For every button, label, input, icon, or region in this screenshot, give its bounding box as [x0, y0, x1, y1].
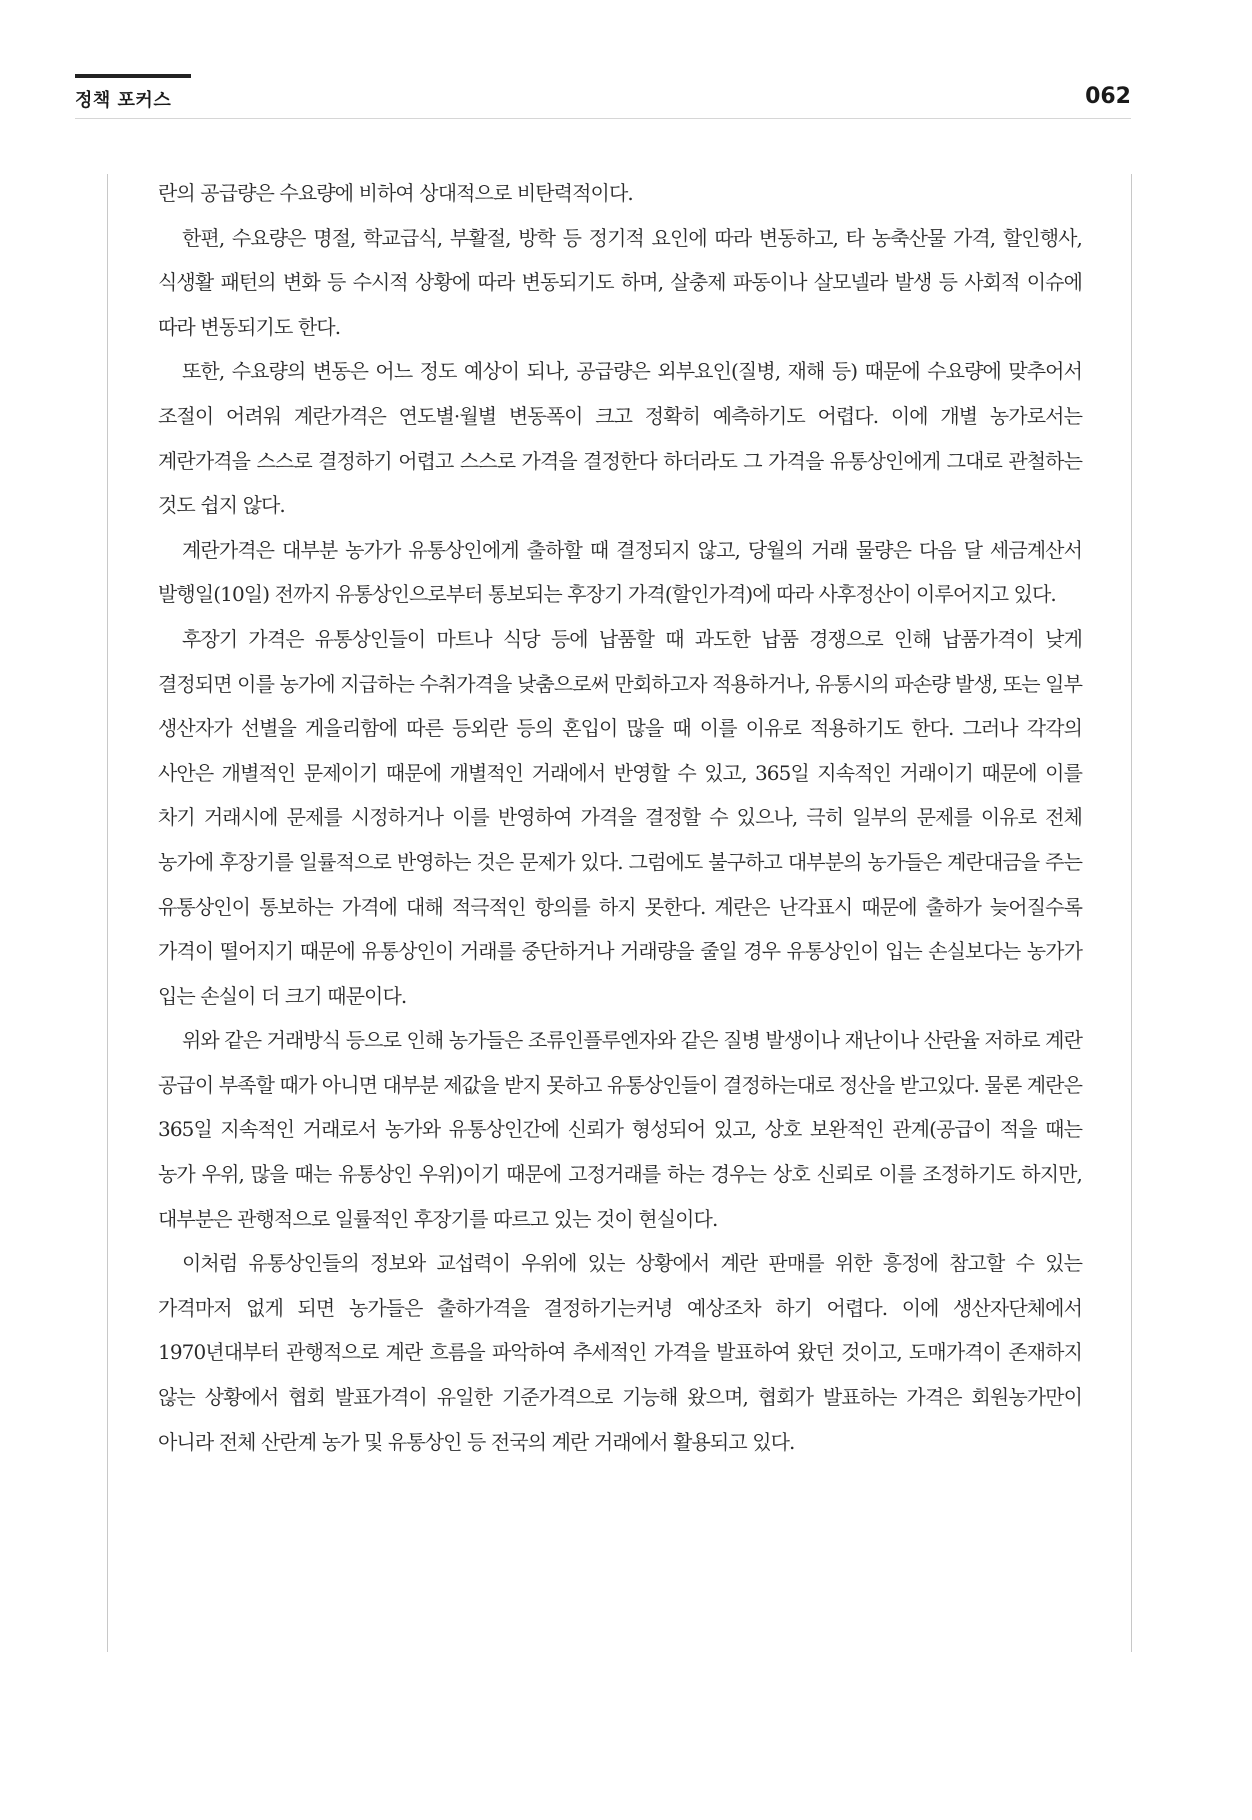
paragraph: 계란가격은 대부분 농가가 유통상인에게 출하할 때 결정되지 않고, 당월의 거래 물량은 다음 달 세금계산서 발행일(10일) 전까지 유통상인으로부터 통보되는 후장기 가격(할인가격)에 따라 사후정산이 이루어지고 있다.: [158, 537, 1082, 607]
paragraph: 한편, 수요량은 명절, 학교급식, 부활절, 방학 등 정기적 요인에 따라 변동하고, 타 농축산물 가격, 할인행사, 식생활 패턴의 변화 등 수시적 상황에 따라 변동되기도 하며, 살충제 파동이나 살모넬라 발생 등 사회적 이슈에 따라 변동되기도 한다.: [158, 225, 1082, 339]
right-margin-rule: [1131, 174, 1132, 1652]
paragraph: 위와 같은 거래방식 등으로 인해 농가들은 조류인플루엔자와 같은 질병 발생이나 재난이나 산란율 저하로 계란 공급이 부족할 때가 아니면 대부분 제값을 받지 못하고 유통상인들이 결정하는대로 정산을 받고있다. 물론 계란은 365일 지속적인 거래로서 농가와 유통상인간에 신뢰가 형성되어 있고, 상호 보완적인 관계(공급이 적을 때는 농가 우위, 많을 때는 유통상인 우위)이기 때문에 고정거래를 하는 경우는 상호 신뢰로 이를 조정하기도 하지만, 대부분은 관행적으로 일률적인 후장기를 따르고 있는 것이 현실이다.: [158, 1028, 1082, 1231]
paragraph: 후장기 가격은 유통상인들이 마트나 식당 등에 납품할 때 과도한 납품 경쟁으로 인해 납품가격이 낮게 결정되면 이를 농가에 지급하는 수취가격을 낮춤으로써 만회하고자 적용하거나, 유통시의 파손량 발생, 또는 일부 생산자가 선별을 게을리함에 따른 등외란 등의 혼입이 많을 때 이를 이유로 적용하기도 한다. 그러나 각각의 사안은 개별적인 문제이기 때문에 개별적인 거래에서 반영할 수 있고, 365일 지속적인 거래이기 때문에 이를 차기 거래시에 문제를 시정하거나 이를 반영하여 가격을 결정할 수 있으나, 극히 일부의 문제를 이유로 전체 농가에 후장기를 일률적으로 반영하는 것은 문제가 있다. 그럼에도 불구하고 대부분의 농가들은 계란대금을 주는 유통상인이 통보하는 가격에 대해 적극적인 항의를 하지 못한다. 계란은 난각표시 때문에 출하가 늦어질수록 가격이 떨어지기 때문에 유통상인이 거래를 중단하거나 거래량을 줄일 경우 유통상인이 입는 손실보다는 농가가 입는 손실이 더 크기 때문이다.: [158, 626, 1082, 1008]
left-margin-rule: [107, 174, 108, 1652]
header-accent-bar: [75, 74, 191, 78]
paragraph: 이처럼 유통상인들의 정보와 교섭력이 우위에 있는 상황에서 계란 판매를 위한 흥정에 참고할 수 있는 가격마저 없게 되면 농가들은 출하가격을 결정하기는커녕 예상조차 하기 어렵다. 이에 생산자단체에서 1970년대부터 관행적으로 계란 흐름을 파악하여 추세적인 가격을 발표하여 왔던 것이고, 도매가격이 존재하지 않는 상황에서 협회 발표가격이 유일한 기준가격으로 기능해 왔으며, 협회가 발표하는 가격은 회원농가만이 아니라 전체 산란계 농가 및 유통상인 등 전국의 계란 거래에서 활용되고 있다.: [158, 1251, 1082, 1454]
article-body: [158, 171, 1082, 1464]
page-number: 062: [1085, 84, 1131, 109]
paragraph: 란의 공급량은 수요량에 비하여 상대적으로 비탄력적이다.: [158, 181, 633, 205]
paragraph: 또한, 수요량의 변동은 어느 정도 예상이 되나, 공급량은 외부요인(질병, 재해 등) 때문에 수요량에 맞추어서 조절이 어려워 계란가격은 연도별·월별 변동폭이 크고 정확히 예측하기도 어렵다. 이에 개별 농가로서는 계란가격을 스스로 결정하기 어렵고 스스로 가격을 결정한다 하더라도 그 가격을 유통상인에게 그대로 관철하는 것도 쉽지 않다.: [158, 359, 1082, 518]
section-label: 정책 포커스: [75, 90, 172, 111]
page-header: [75, 74, 1131, 119]
